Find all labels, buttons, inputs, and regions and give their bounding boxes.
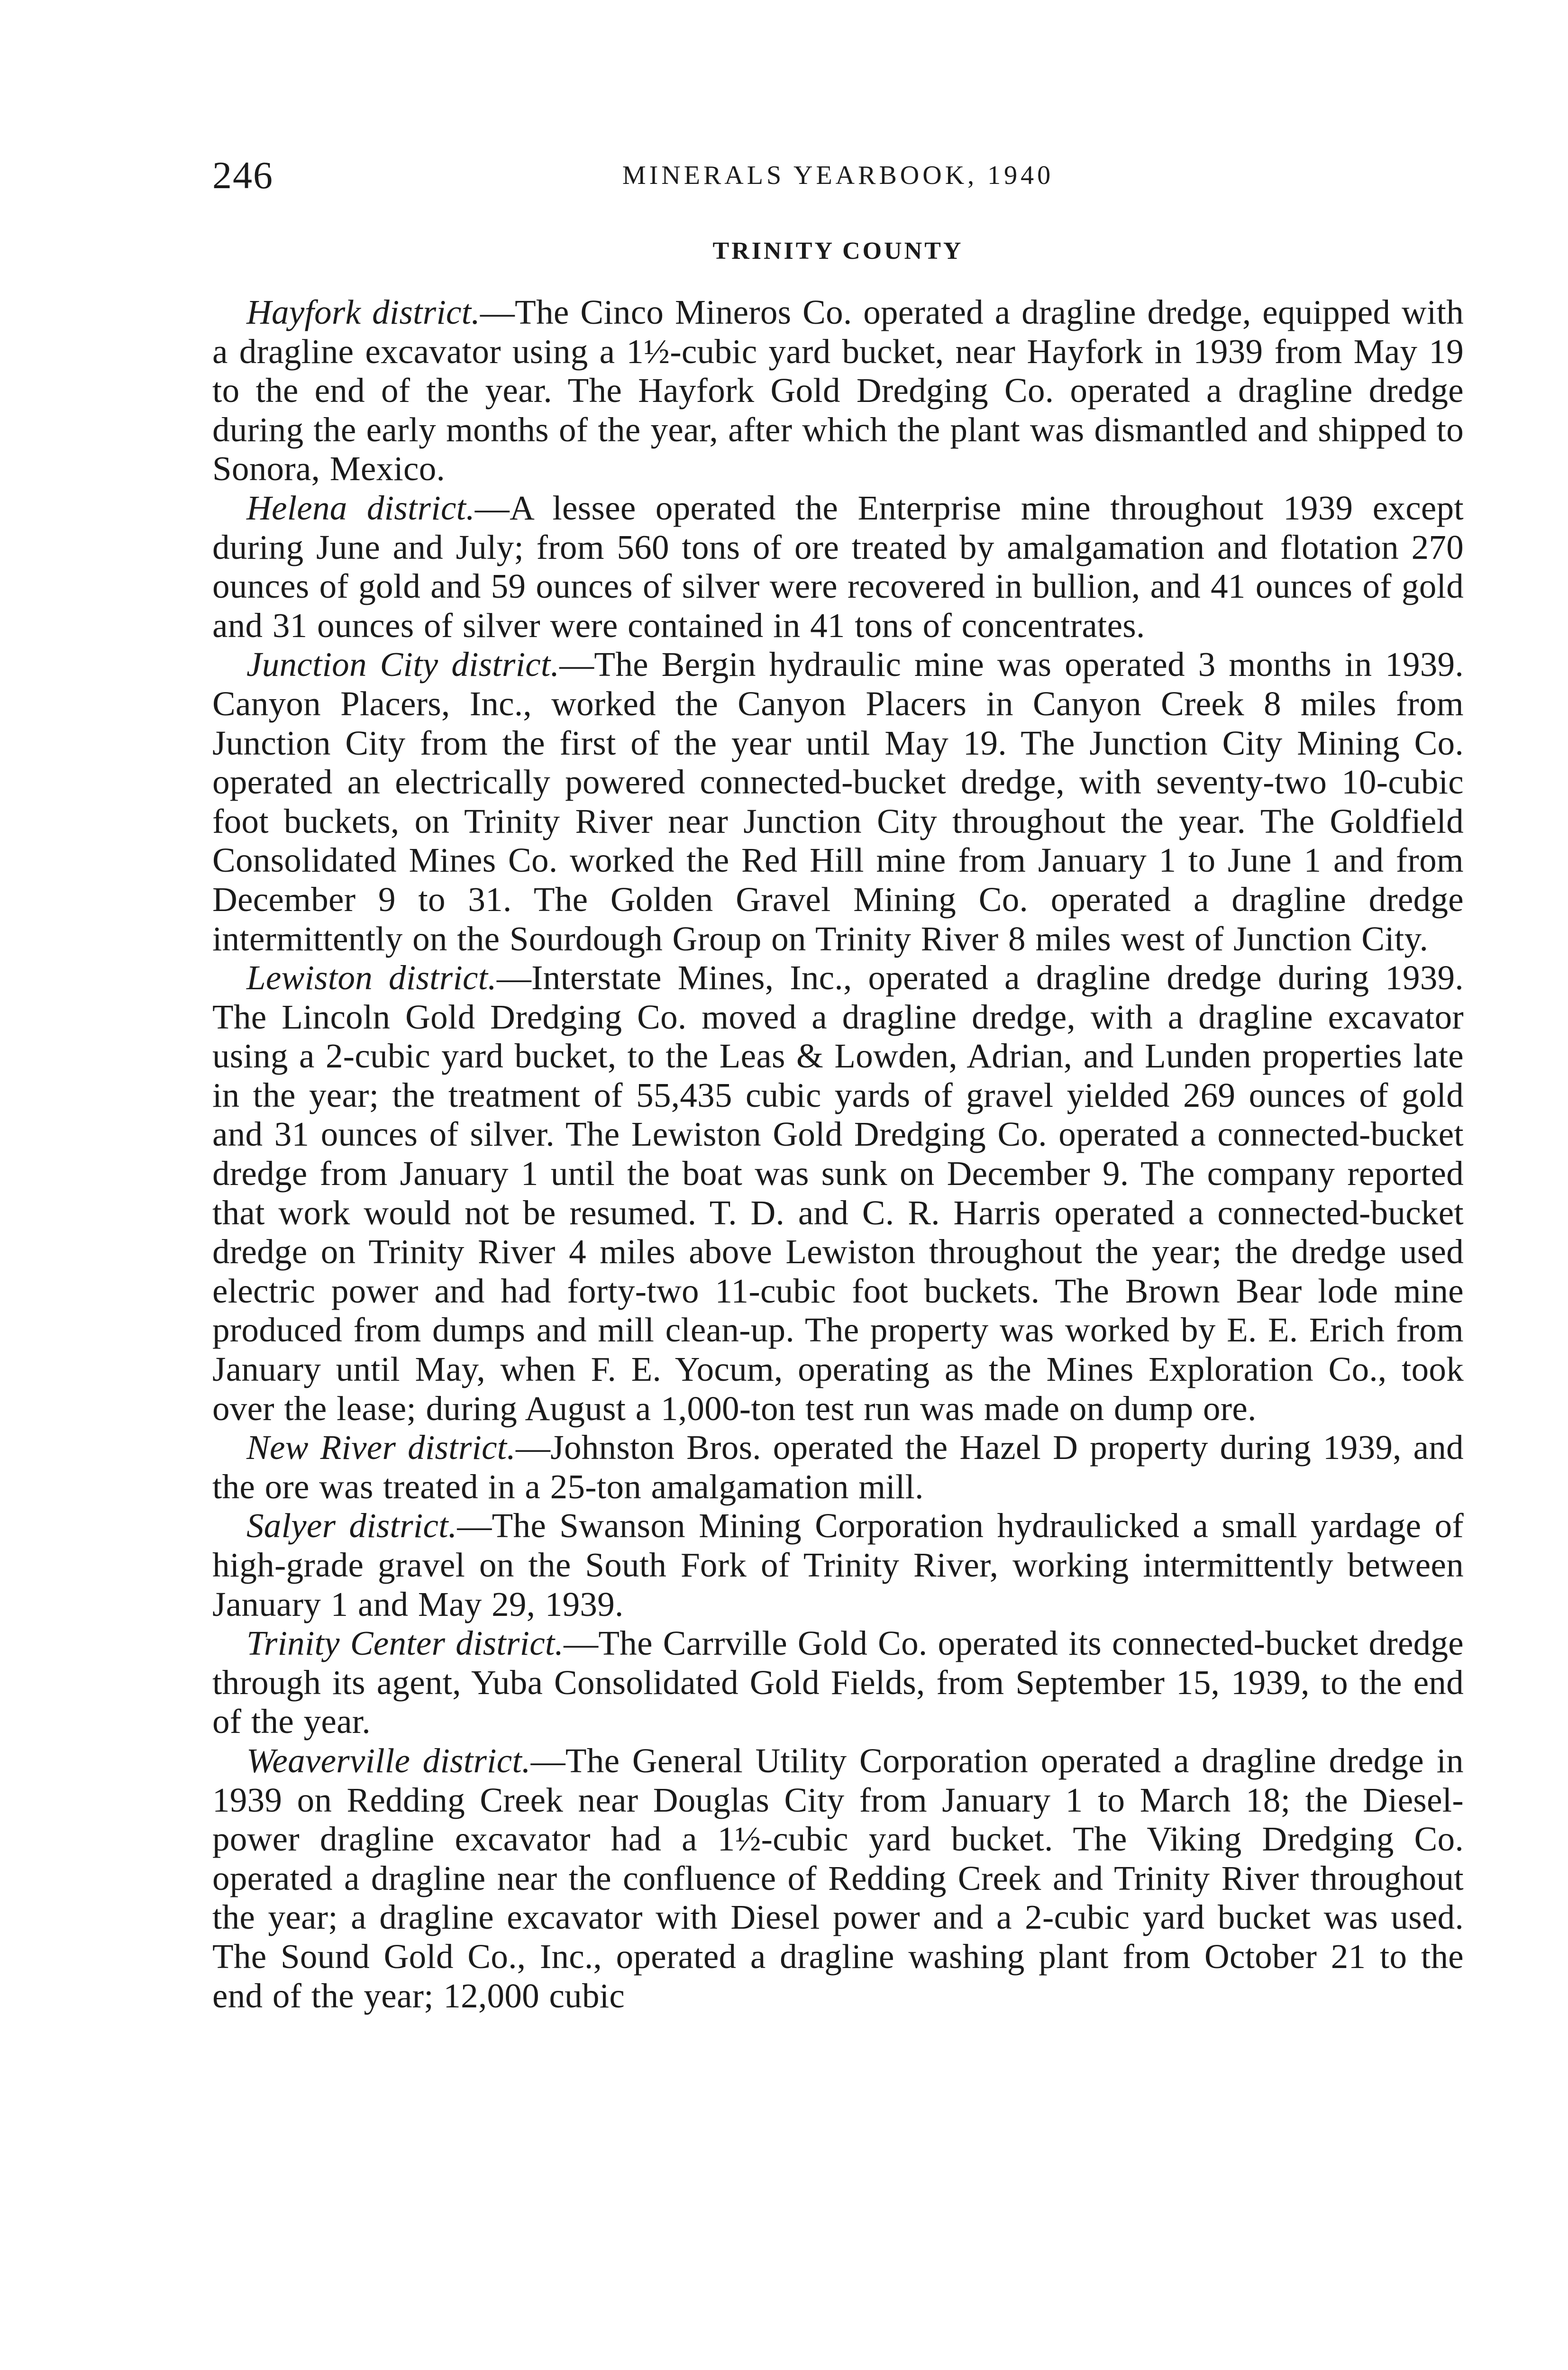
page-header	[212, 152, 1464, 199]
paragraph-new-river-district	[212, 1428, 1464, 1506]
district-name: Helena district.	[246, 488, 475, 527]
paragraph-helena-district	[212, 489, 1464, 645]
paragraph-text: —A lessee operated the Enterprise mine throughout 1939 except during June and July; from 560 tons of ore treated by amalgamation and flotation 270 ounces of gold and 59 ounces of silver were recovered in bullion, and 41 ounces of gold and 31 ounces of silver were contained in 41 tons of concentrates.	[212, 488, 1464, 645]
district-name: Trinity Center district.	[246, 1624, 564, 1663]
district-name: Hayfork district.	[246, 293, 480, 331]
paragraph-text: —The Swanson Mining Corporation hydraulicked a small yardage of high-grade gravel on the South Fork of Trinity River, working intermittently between January 1 and May 29, 1939.	[212, 1506, 1464, 1623]
paragraph-text: —The Bergin hydraulic mine was operated 3 months in 1939. Canyon Placers, Inc., worked the Canyon Placers in Canyon Creek 8 miles from Junction City from the first of the year until May 19. The Junction City Mining Co. operated an electrically powered connected-bucket dredge, with seventy-two 10-cubic foot buckets, on Trinity River near Junction City throughout the year. The Goldfield Consolidated Mines Co. worked the Red Hill mine from January 1 to June 1 and from December 9 to 31. The Golden Gravel Mining Co. operated a dragline dredge intermittently on the Sourdough Group on Trinity River 8 miles west of Junction City.	[212, 645, 1464, 958]
paragraph-hayfork-district	[212, 293, 1464, 489]
running-head: MINERALS YEARBOOK, 1940	[622, 161, 1054, 190]
paragraph-junction-city-district	[212, 645, 1464, 958]
paragraph-lewiston-district	[212, 958, 1464, 1428]
paragraph-text: —The General Utility Corporation operated a dragline dredge in 1939 on Redding Creek near Douglas City from January 1 to March 18; the Diesel-power dragline excavator had a 1½-cubic yard bucket. The Viking Dredging Co. operated a dragline near the confluence of Redding Creek and Trinity River throughout the year; a dragline excavator with Diesel power and a 2-cubic yard bucket was used. The Sound Gold Co., Inc., operated a dragline washing plant from October 21 to the end of the year; 12,000 cubic	[212, 1741, 1464, 2015]
paragraph-trinity-center-district	[212, 1624, 1464, 1741]
district-name: Salyer district.	[246, 1506, 457, 1545]
district-name: Junction City district.	[246, 645, 560, 684]
paragraph-text: —Interstate Mines, Inc., operated a dragline dredge during 1939. The Lincoln Gold Dredging Co. moved a dragline dredge, with a dragline excavator using a 2-cubic yard bucket, to the Leas & Lowden, Adrian, and Lunden properties late in the year; the treatment of 55,435 cubic yards of gravel yielded 269 ounces of gold and 31 ounces of silver. The Lewiston Gold Dredging Co. operated a connected-bucket dredge from January 1 until the boat was sunk on December 9. The company reported that work would not be resumed. T. D. and C. R. Harris operated a connected-bucket dredge on Trinity River 4 miles above Lewiston throughout the year; the dredge used electric power and had forty-two 11-cubic foot buckets. The Brown Bear lode mine produced from dumps and mill clean-up. The property was worked by E. E. Erich from January until May, when F. E. Yocum, operating as the Mines Exploration Co., took over the lease; during August a 1,000-ton test run was made on dump ore.	[212, 958, 1464, 1428]
paragraph-weaverville-district	[212, 1741, 1464, 2015]
section-title: TRINITY COUNTY	[712, 237, 964, 264]
district-name: New River district.	[246, 1428, 516, 1467]
paragraph-text: —Johnston Bros. operated the Hazel D property during 1939, and the ore was treated in a 25-ton amalgamation mill.	[212, 1428, 1464, 1506]
district-name: Weaverville district.	[246, 1741, 531, 1780]
paragraph-text: —The Cinco Mineros Co. operated a dragline dredge, equipped with a dragline excavator using a 1½-cubic yard bucket, near Hayfork in 1939 from May 19 to the end of the year. The Hayfork Gold Dredging Co. operated a dragline dredge during the early months of the year, after which the plant was dismantled and shipped to Sonora, Mexico.	[212, 293, 1464, 488]
paragraph-salyer-district	[212, 1506, 1464, 1624]
body-text	[212, 293, 1464, 2015]
page-number: 246	[212, 154, 273, 197]
district-name: Lewiston district.	[246, 958, 497, 997]
paragraph-text: —The Carrville Gold Co. operated its connected-bucket dredge through its agent, Yuba Consolidated Gold Fields, from September 15, 1939, to the end of the year.	[212, 1624, 1464, 1741]
